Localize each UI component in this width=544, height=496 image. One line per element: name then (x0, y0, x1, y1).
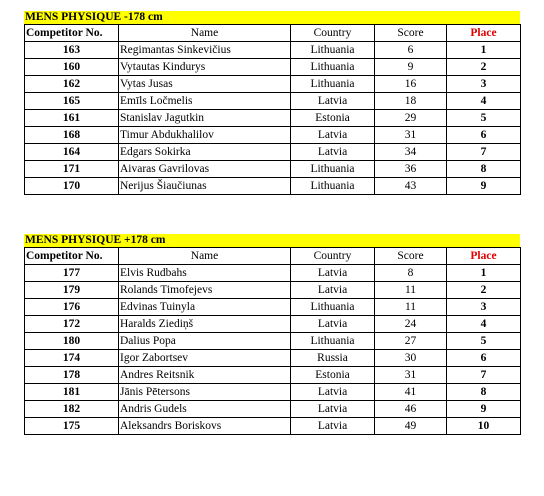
cell-score: 30 (375, 350, 447, 367)
cell-place: 5 (447, 110, 521, 127)
cell-score: 31 (375, 127, 447, 144)
table-row (25, 401, 521, 418)
cell-country: Latvia (291, 418, 375, 435)
header-country: Country (291, 248, 375, 265)
cell-score: 18 (375, 93, 447, 110)
cell-no: 162 (25, 76, 119, 93)
header-name: Name (119, 25, 291, 42)
cell-country: Latvia (291, 384, 375, 401)
cell-no: 176 (25, 299, 119, 316)
cell-country: Estonia (291, 110, 375, 127)
cell-country: Latvia (291, 93, 375, 110)
table-row (25, 93, 521, 110)
cell-country: Lithuania (291, 161, 375, 178)
cell-score: 24 (375, 316, 447, 333)
cell-country: Lithuania (291, 59, 375, 76)
header-competitor-no: Competitor No. (25, 248, 119, 265)
table-row (25, 282, 521, 299)
cell-place: 10 (447, 418, 521, 435)
table-row (25, 265, 521, 282)
table-header-row (25, 248, 521, 265)
cell-place: 4 (447, 93, 521, 110)
cell-no: 180 (25, 333, 119, 350)
cell-no: 168 (25, 127, 119, 144)
cell-no: 182 (25, 401, 119, 418)
cell-name: Dalius Popa (119, 333, 291, 350)
cell-name: Aivaras Gavrilovas (119, 161, 291, 178)
table-row (25, 367, 521, 384)
section-title: MENS PHYSIQUE -178 cm (24, 11, 520, 24)
cell-country: Lithuania (291, 178, 375, 195)
cell-name: Andres Reitsnik (119, 367, 291, 384)
cell-place: 1 (447, 42, 521, 59)
cell-country: Estonia (291, 367, 375, 384)
cell-country: Lithuania (291, 42, 375, 59)
cell-name: Elvis Rudbahs (119, 265, 291, 282)
cell-name: Aleksandrs Boriskovs (119, 418, 291, 435)
header-competitor-no: Competitor No. (25, 25, 119, 42)
cell-score: 11 (375, 299, 447, 316)
cell-place: 9 (447, 401, 521, 418)
cell-name: Igor Zabortsev (119, 350, 291, 367)
cell-score: 49 (375, 418, 447, 435)
table-row (25, 59, 521, 76)
cell-no: 175 (25, 418, 119, 435)
header-country: Country (291, 25, 375, 42)
table-row (25, 299, 521, 316)
cell-country: Lithuania (291, 299, 375, 316)
header-score: Score (375, 248, 447, 265)
cell-country: Latvia (291, 401, 375, 418)
cell-country: Lithuania (291, 333, 375, 350)
cell-place: 2 (447, 59, 521, 76)
cell-place: 6 (447, 127, 521, 144)
cell-country: Latvia (291, 265, 375, 282)
cell-no: 170 (25, 178, 119, 195)
results-section-minus-178 (24, 11, 520, 195)
cell-score: 9 (375, 59, 447, 76)
cell-no: 164 (25, 144, 119, 161)
cell-score: 41 (375, 384, 447, 401)
cell-no: 178 (25, 367, 119, 384)
cell-score: 31 (375, 367, 447, 384)
table-row (25, 333, 521, 350)
cell-name: Edvinas Tuinyla (119, 299, 291, 316)
table-row (25, 42, 521, 59)
cell-name: Vytas Jusas (119, 76, 291, 93)
cell-place: 2 (447, 282, 521, 299)
table-row (25, 127, 521, 144)
table-row (25, 110, 521, 127)
cell-no: 181 (25, 384, 119, 401)
cell-no: 160 (25, 59, 119, 76)
cell-no: 171 (25, 161, 119, 178)
cell-no: 163 (25, 42, 119, 59)
results-section-plus-178 (24, 234, 520, 435)
cell-no: 172 (25, 316, 119, 333)
cell-name: Emīls Ločmelis (119, 93, 291, 110)
cell-name: Andris Gudels (119, 401, 291, 418)
cell-no: 165 (25, 93, 119, 110)
cell-place: 1 (447, 265, 521, 282)
cell-country: Latvia (291, 316, 375, 333)
cell-country: Latvia (291, 282, 375, 299)
cell-score: 29 (375, 110, 447, 127)
results-table (24, 24, 521, 195)
cell-place: 5 (447, 333, 521, 350)
cell-place: 8 (447, 384, 521, 401)
cell-name: Edgars Sokirka (119, 144, 291, 161)
cell-no: 179 (25, 282, 119, 299)
header-place: Place (447, 25, 521, 42)
cell-place: 9 (447, 178, 521, 195)
cell-country: Russia (291, 350, 375, 367)
cell-score: 36 (375, 161, 447, 178)
table-row (25, 76, 521, 93)
cell-name: Stanislav Jagutkin (119, 110, 291, 127)
cell-name: Nerijus Šiaučiunas (119, 178, 291, 195)
cell-no: 177 (25, 265, 119, 282)
header-name: Name (119, 248, 291, 265)
table-row (25, 161, 521, 178)
cell-score: 8 (375, 265, 447, 282)
cell-score: 27 (375, 333, 447, 350)
results-table (24, 247, 521, 435)
cell-country: Latvia (291, 127, 375, 144)
cell-score: 43 (375, 178, 447, 195)
cell-place: 7 (447, 144, 521, 161)
cell-score: 46 (375, 401, 447, 418)
cell-score: 6 (375, 42, 447, 59)
header-score: Score (375, 25, 447, 42)
cell-name: Haralds Ziediņš (119, 316, 291, 333)
cell-place: 3 (447, 76, 521, 93)
cell-place: 8 (447, 161, 521, 178)
cell-name: Vytautas Kindurys (119, 59, 291, 76)
cell-score: 16 (375, 76, 447, 93)
table-row (25, 350, 521, 367)
cell-score: 34 (375, 144, 447, 161)
cell-name: Jānis Pētersons (119, 384, 291, 401)
cell-name: Timur Abdukhalilov (119, 127, 291, 144)
cell-no: 161 (25, 110, 119, 127)
cell-name: Regimantas Sinkevičius (119, 42, 291, 59)
cell-score: 11 (375, 282, 447, 299)
table-row (25, 384, 521, 401)
section-title: MENS PHYSIQUE +178 cm (24, 234, 520, 247)
table-row (25, 144, 521, 161)
cell-name: Rolands Timofejevs (119, 282, 291, 299)
table-row (25, 418, 521, 435)
cell-place: 7 (447, 367, 521, 384)
cell-place: 4 (447, 316, 521, 333)
cell-place: 3 (447, 299, 521, 316)
table-row (25, 178, 521, 195)
cell-no: 174 (25, 350, 119, 367)
cell-place: 6 (447, 350, 521, 367)
header-place: Place (447, 248, 521, 265)
table-header-row (25, 25, 521, 42)
table-row (25, 316, 521, 333)
cell-country: Lithuania (291, 76, 375, 93)
cell-country: Latvia (291, 144, 375, 161)
